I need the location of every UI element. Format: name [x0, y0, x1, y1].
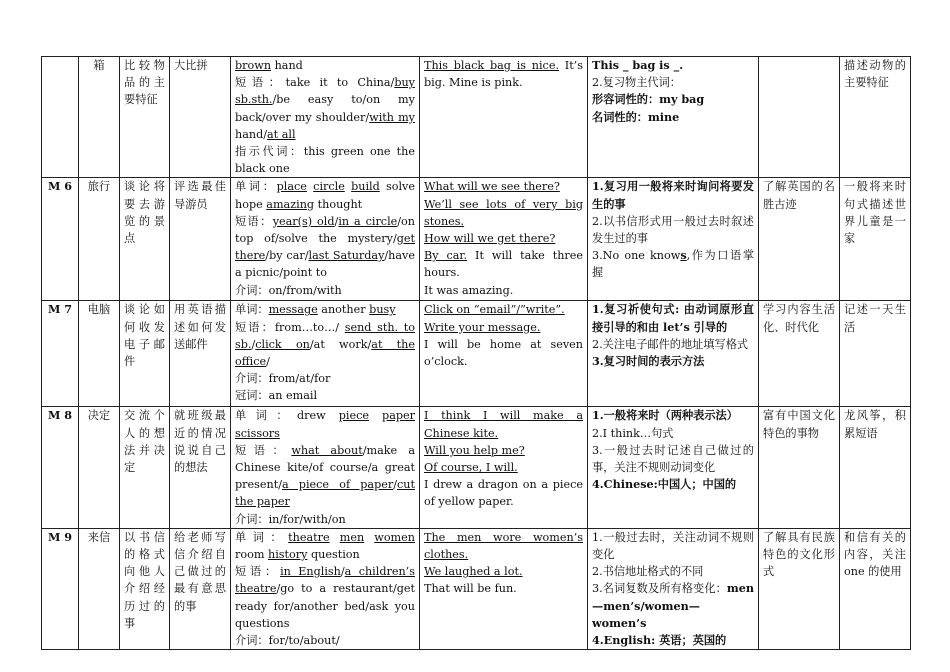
vocab-cell [231, 301, 420, 407]
text-run: Of course, I will. [424, 461, 518, 475]
text-line [592, 178, 754, 212]
grammar-cell [588, 407, 759, 528]
text-run: solve hope [235, 180, 415, 211]
text-line [424, 580, 583, 597]
text-run: 冠词：an email [235, 389, 318, 403]
text-run: send sth. to sb. [235, 320, 416, 351]
text-run: 名词性的：mine [592, 109, 680, 124]
text-run: 1.一般过去时，关注动词不规则变化 [592, 530, 754, 562]
text-run: /be easy to/on my back/over my shoulder/ [235, 93, 415, 124]
text-run: 3.一般过去时记述自己做过的事，关注不规则动词变化 [592, 443, 754, 475]
text-line [424, 563, 583, 580]
grammar-cell [588, 301, 759, 407]
text-line [235, 442, 415, 511]
module-cell: M 7 [42, 301, 79, 407]
text-line [592, 353, 754, 370]
text-line [424, 459, 583, 476]
text-run: 指示代词：this green one the black one [235, 145, 415, 176]
text-run: This black bag is nice. [424, 59, 560, 72]
text-line [235, 319, 415, 371]
text-run: thought [314, 197, 363, 211]
table-row [42, 57, 911, 178]
text-line [592, 425, 754, 442]
text-line [424, 282, 583, 299]
table-row [42, 178, 911, 301]
text-run: last Saturday [308, 249, 385, 263]
text-line [592, 476, 754, 493]
text-line [592, 74, 754, 91]
text-run: busy [369, 303, 396, 317]
text-line [235, 282, 415, 299]
strategy-cell: 龙风筝，积累短语 [840, 407, 911, 528]
text-run: / [251, 337, 256, 351]
vocab-cell [231, 57, 420, 178]
text-line [592, 632, 754, 649]
text-line [235, 213, 415, 282]
text-run: 短语： [235, 214, 273, 228]
grammar-cell [588, 528, 759, 649]
text-run: 短语：from…to…/ [235, 320, 345, 334]
text-run: s [680, 248, 687, 263]
text-run: 介词：in/for/with/on [235, 512, 346, 526]
text-run: /on top of/solve the mystery/ [235, 214, 415, 246]
text-run: Write your message. [424, 320, 541, 334]
text-run: men [339, 530, 365, 544]
culture-cell [759, 57, 840, 178]
text-run: It will take three hours. [424, 249, 583, 280]
text-run: men—men’s/women—women’s [592, 581, 754, 630]
text-run: /make a Chinese kite/of course/a great present/ [235, 443, 415, 492]
text-run: 1.一般将来时（两种表示法） [592, 408, 738, 423]
text-line [592, 580, 754, 632]
text-run: a children’s theatre [235, 565, 415, 596]
text-run: / [393, 478, 398, 492]
text-run: question [307, 548, 360, 562]
text-run: at all [267, 127, 296, 141]
text-run: 1.复习用一般将来时询问将要发生的事 [592, 179, 754, 211]
text-run: / [334, 214, 339, 228]
text-line [592, 407, 754, 424]
vocab-cell [231, 407, 420, 528]
vocab-cell [231, 528, 420, 649]
text-line [235, 74, 415, 143]
text-run [364, 531, 374, 544]
text-line [592, 91, 754, 108]
strategy-cell: 一般将来时句式描述世界儿童是一家 [840, 178, 911, 301]
text-line [424, 178, 583, 195]
task-cell: 就班级最近的情况说说自己的想法 [170, 407, 231, 528]
topic-cell: 电脑 [79, 301, 120, 407]
text-run: room [235, 548, 268, 562]
text-run: get there [235, 232, 415, 263]
text-line [424, 301, 583, 318]
text-run: /at work/ [309, 337, 372, 351]
text-run: 单词： [235, 180, 277, 194]
text-line [592, 213, 754, 247]
curriculum-table [41, 56, 911, 650]
text-run: scissors [235, 426, 280, 440]
text-run: in English [280, 565, 341, 579]
text-run: / [340, 565, 345, 579]
grammar-cell [588, 178, 759, 301]
text-line [235, 57, 415, 74]
text-line [424, 230, 583, 247]
text-run: I will be home at seven o’clock. [424, 337, 583, 369]
topic-cell: 来信 [79, 528, 120, 649]
sentences-cell [420, 301, 588, 407]
text-line [424, 476, 583, 510]
text-run: what about [291, 443, 363, 457]
text-line [235, 529, 415, 563]
text-run: 2.以书信形式用一般过去时叙述发生过的事 [592, 214, 754, 246]
text-run: cut the paper [235, 478, 415, 509]
text-line [424, 57, 583, 91]
function-cell: 交流个人的想法并决定 [120, 407, 170, 528]
task-cell: 给老师写信介绍自己做过的最有意思的事 [170, 528, 231, 649]
task-cell: 用英语描述如何发送邮件 [170, 301, 231, 407]
text-run: buy sb.sth. [235, 76, 415, 107]
text-run: 单词： [235, 303, 269, 317]
text-run: 4.Chinese:中国人；中国的 [592, 477, 737, 492]
text-run: 单词： [235, 530, 289, 544]
table-row [42, 407, 911, 528]
sentences-cell [420, 178, 588, 301]
text-run: 介词：from/at/for [235, 372, 331, 386]
text-run: 2.关注电子邮件的地址填写格式 [592, 337, 749, 351]
function-cell: 以书信的格式向他人介绍经历过的事 [120, 528, 170, 649]
text-run: /have a picnic/point to [235, 249, 415, 280]
text-line [235, 370, 415, 387]
text-run: 介词：for/to/about/ [235, 634, 340, 648]
text-line [235, 632, 415, 649]
sentences-cell [420, 57, 588, 178]
text-run: It’s big. Mine is pink. [424, 59, 583, 90]
text-run: The men wore women’s clothes. [424, 530, 583, 562]
text-run: I think I will make a Chinese kite. [424, 409, 583, 440]
module-cell: M 6 [42, 178, 79, 301]
text-run: a piece of paper [281, 478, 394, 492]
text-line [235, 511, 415, 528]
text-run: in a circle [338, 214, 398, 228]
text-line [235, 143, 415, 177]
text-line [424, 319, 583, 336]
text-line [592, 57, 754, 74]
text-run [330, 531, 340, 544]
topic-cell: 旅行 [79, 178, 120, 301]
strategy-cell: 和信有关的内容，关注 one 的使用 [840, 528, 911, 649]
task-cell: 评选最佳导游员 [170, 178, 231, 301]
text-run: another [317, 303, 370, 317]
text-run: amazing [266, 197, 315, 211]
culture-cell: 学习内容生活化、时代化 [759, 301, 840, 407]
text-run: I drew a dragon on a piece of yellow paper. [424, 478, 583, 509]
function-cell: 谈论将要去游览的景点 [120, 178, 170, 301]
sentences-cell [420, 407, 588, 528]
text-line [424, 442, 583, 459]
text-run: 2.复习物主代词： [592, 76, 681, 90]
text-line [424, 247, 583, 281]
text-run: This _ bag is _. [592, 58, 684, 72]
text-run: / [266, 355, 270, 369]
grammar-cell [588, 57, 759, 178]
text-run: year(s) old [272, 214, 335, 228]
text-run: at the office [235, 337, 416, 369]
text-run: 1.复习祈使句式: 由动词原形直接引导的和由 let’s 引导的 [592, 302, 754, 334]
text-run: Will you help me? [424, 443, 525, 457]
text-run: That will be fun. [424, 582, 517, 596]
text-run: 2.书信地址格式的不同 [592, 565, 704, 579]
text-line [592, 247, 754, 281]
text-run: circle [313, 180, 345, 194]
text-run: /by car/ [265, 249, 309, 263]
text-run: piece [338, 409, 369, 423]
text-run: By car. [424, 249, 468, 263]
text-run: 短语： [235, 565, 281, 579]
table-row [42, 301, 911, 407]
text-run: build [351, 180, 380, 194]
text-line [235, 407, 415, 441]
text-run: What will we see there? [424, 180, 560, 194]
text-run: 3.No one know [592, 249, 681, 263]
text-run: 单词：drew [235, 409, 339, 423]
text-line [424, 529, 583, 563]
module-cell [42, 57, 79, 178]
text-run: paper [382, 409, 416, 423]
text-line [592, 442, 754, 476]
function-cell: 比较物品的主要特征 [120, 57, 170, 178]
text-run: 介词：on/from/with [235, 283, 342, 297]
text-run: 3.名词复数及所有格变化： [592, 582, 727, 596]
text-run: with my [369, 110, 416, 124]
text-line [424, 407, 583, 441]
text-run: How will we get there? [424, 232, 556, 246]
text-line [592, 109, 754, 126]
topic-cell: 决定 [79, 407, 120, 528]
text-run: 短语：take it to China/ [235, 76, 395, 90]
text-run: We’ll see lots of very big stones. [424, 197, 583, 228]
culture-cell: 了解英国的名胜古迹 [759, 178, 840, 301]
strategy-cell: 描述动物的主要特征 [840, 57, 911, 178]
topic-cell: 箱 [79, 57, 120, 178]
text-run: history [267, 548, 308, 562]
task-cell: 大比拼 [170, 57, 231, 178]
text-run: place [276, 180, 307, 194]
text-run: brown [235, 59, 272, 72]
text-run: /go to a restaurant/get ready for/another bed/ask you questions [235, 582, 415, 630]
culture-cell: 了解具有民族特色的文化形式 [759, 528, 840, 649]
text-line [592, 301, 754, 335]
text-run: We laughed a lot. [424, 565, 523, 579]
module-cell: M 9 [42, 528, 79, 649]
sentences-cell [420, 528, 588, 649]
text-run: ,作为口语掌握 [592, 249, 755, 280]
text-run [369, 409, 382, 422]
text-run: 3.复习时间的表示方法 [592, 354, 705, 369]
text-run: It was amazing. [424, 283, 514, 297]
module-cell: M 8 [42, 407, 79, 528]
table-row [42, 528, 911, 649]
function-cell: 谈论如何收发电子邮件 [120, 301, 170, 407]
text-line [424, 196, 583, 230]
text-run: women [374, 530, 415, 544]
text-line [235, 387, 415, 404]
text-run: 4.English: 英语；英国的 [592, 633, 727, 648]
text-run: 短语： [235, 443, 292, 457]
text-run: theatre [288, 530, 330, 544]
text-line [592, 529, 754, 563]
text-run: 形容词性的：my bag [592, 92, 705, 107]
text-run: hand/ [235, 127, 268, 141]
text-run: 2.I think…句式 [592, 426, 674, 440]
text-run: Click on “email”/”write”. [424, 303, 565, 317]
text-line [235, 563, 415, 632]
culture-cell: 富有中国文化特色的事物 [759, 407, 840, 528]
text-line [424, 336, 583, 370]
text-line [235, 301, 415, 318]
vocab-cell [231, 178, 420, 301]
text-run: hand [271, 59, 303, 72]
strategy-cell: 记述一天生活 [840, 301, 911, 407]
text-line [592, 563, 754, 580]
text-line [235, 178, 415, 212]
text-run: message [268, 303, 318, 317]
text-run: click on [255, 337, 310, 351]
text-line [592, 336, 754, 353]
